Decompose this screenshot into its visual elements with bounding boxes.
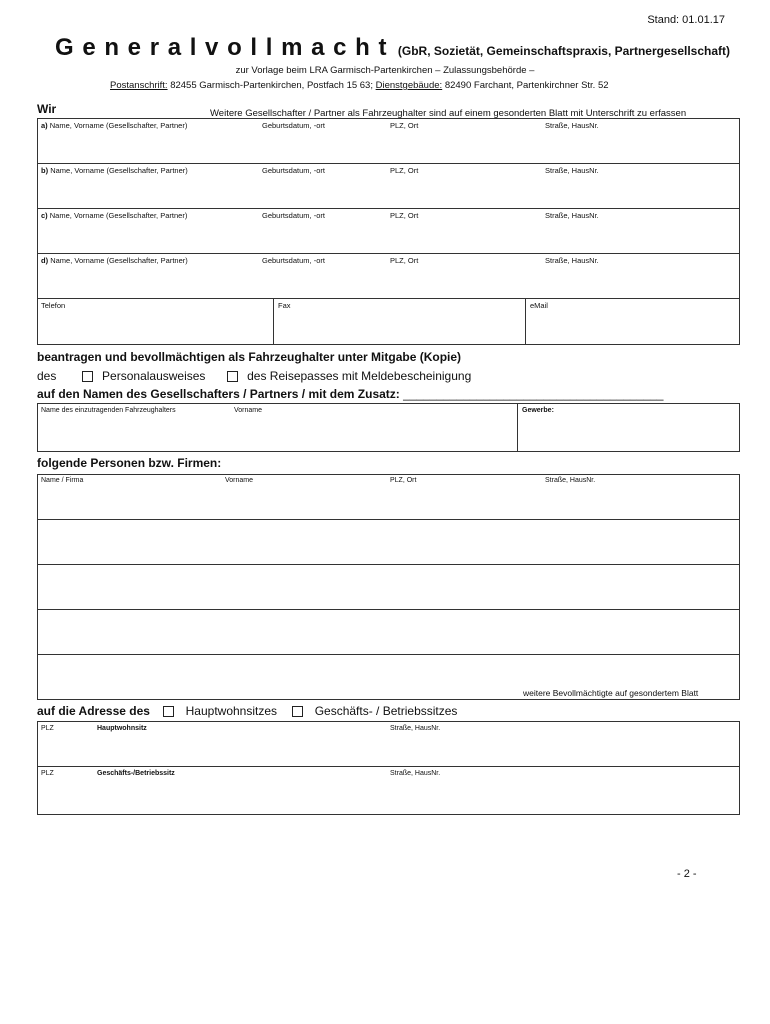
address-line [110, 80, 609, 91]
hauptwohnsitz-label: Hauptwohnsitzes [185, 704, 278, 718]
wir-row-a-str[interactable]: Straße, HausNr. [545, 121, 599, 130]
dienst-label: Dienstgebäude: [375, 80, 443, 91]
dienst-value: 82490 Farchant, Partenkirchner Str. 52 [444, 80, 609, 91]
geschaeftssitz-plz-field[interactable]: PLZ [41, 770, 54, 777]
wir-row-c-str[interactable]: Straße, HausNr. [545, 211, 599, 220]
personen-footer-note: weitere Bevollmächtigte auf gesondertem Blatt [523, 688, 699, 698]
adresse-table [37, 721, 740, 815]
telefon-field[interactable]: Telefon [41, 301, 66, 310]
wir-row-c-name[interactable]: c) Name, Vorname (Gesellschafter, Partner) [41, 211, 188, 220]
title-main: G e n e r a l v o l l m a c h t [55, 34, 388, 61]
beantragen-heading: beantragen und bevollmächtigen als Fahrzeughalter unter Mitgabe (Kopie) [37, 350, 462, 364]
geschaeftssitz-checkbox[interactable] [292, 706, 303, 717]
wir-label: Wir [37, 102, 57, 116]
subtitle: zur Vorlage beim LRA Garmisch-Partenkirchen – Zulassungsbehörde – [235, 65, 535, 76]
adresse-options [37, 704, 457, 718]
fax-field[interactable]: Fax [278, 301, 291, 310]
gewerbe-field[interactable]: Gewerbe: [522, 407, 554, 414]
wir-row-b-geb[interactable]: Geburtsdatum, -ort [262, 166, 325, 175]
wir-row-c-geb[interactable]: Geburtsdatum, -ort [262, 211, 325, 220]
personen-heading: folgende Personen bzw. Firmen: [37, 456, 222, 470]
wir-row-d-name[interactable]: d) Name, Vorname (Gesellschafter, Partner) [41, 256, 188, 265]
halter-name-field[interactable]: Name des einzutragenden Fahrzeughalters [41, 407, 176, 414]
wir-row-a-plz[interactable]: PLZ, Ort [390, 121, 419, 130]
personen-col-plz[interactable]: PLZ, Ort [390, 477, 417, 484]
ausweis-options [37, 369, 471, 383]
wir-row-d-geb[interactable]: Geburtsdatum, -ort [262, 256, 325, 265]
personen-col-vorname[interactable]: Vorname [225, 477, 254, 484]
wir-row-b-plz[interactable]: PLZ, Ort [390, 166, 419, 175]
wir-row-d-str[interactable]: Straße, HausNr. [545, 256, 599, 265]
wir-row-a-geb[interactable]: Geburtsdatum, -ort [262, 121, 325, 130]
personen-col-name[interactable]: Name / Firma [41, 477, 84, 484]
geschaeftssitz-label-field: Geschäfts-/Betriebssitz [97, 770, 175, 777]
wir-row-b-str[interactable]: Straße, HausNr. [545, 166, 599, 175]
wir-note: Weitere Gesellschafter / Partner als Fahrzeughalter sind auf einem gesonderten Blatt mit Unterschrift zu erfassen [210, 108, 687, 119]
personalausweis-label: Personalausweises [102, 369, 206, 383]
reisepass-checkbox[interactable] [227, 371, 238, 382]
stand-date: Stand: 01.01.17 [647, 14, 725, 26]
wir-row-d-plz[interactable]: PLZ, Ort [390, 256, 419, 265]
email-field[interactable]: eMail [530, 301, 548, 310]
postanschrift-label: Postanschrift: [110, 80, 168, 91]
postanschrift-value: 82455 Garmisch-Partenkirchen, Postfach 15 63; [170, 80, 373, 91]
wir-row-c-plz[interactable]: PLZ, Ort [390, 211, 419, 220]
personen-table [37, 474, 740, 700]
geschaeftssitz-label: Geschäfts- / Betriebssitzes [314, 704, 458, 718]
hauptwohnsitz-plz-field[interactable]: PLZ [41, 725, 54, 732]
title-paren: (GbR, Sozietät, Gemeinschaftspraxis, Partnergesellschaft) [397, 44, 730, 58]
personalausweis-checkbox[interactable] [82, 371, 93, 382]
hauptwohnsitz-label-field: Hauptwohnsitz [97, 725, 147, 732]
page-title [55, 34, 730, 62]
reisepass-label: des Reisepasses mit Meldebescheinigung [247, 369, 472, 383]
des-label: des [37, 369, 57, 383]
geschaeftssitz-str-field[interactable]: Straße, HausNr. [390, 770, 441, 777]
halter-vorname-field[interactable]: Vorname [234, 407, 263, 414]
hauptwohnsitz-checkbox[interactable] [163, 706, 174, 717]
hauptwohnsitz-str-field[interactable]: Straße, HausNr. [390, 725, 441, 732]
wir-row-b-name[interactable]: b) Name, Vorname (Gesellschafter, Partner) [41, 166, 188, 175]
wir-row-a-name[interactable]: a) Name, Vorname (Gesellschafter, Partner) [41, 121, 188, 130]
page-number: - 2 - [677, 868, 697, 880]
adresse-heading: auf die Adresse des [37, 704, 150, 718]
wir-table [37, 118, 740, 345]
personen-col-str[interactable]: Straße, HausNr. [545, 477, 596, 484]
zusatz-line[interactable]: _______________________________________ [403, 387, 664, 401]
namen-heading: auf den Namen des Gesellschafters / Partners / mit dem Zusatz: _______________________________________ [37, 387, 664, 401]
